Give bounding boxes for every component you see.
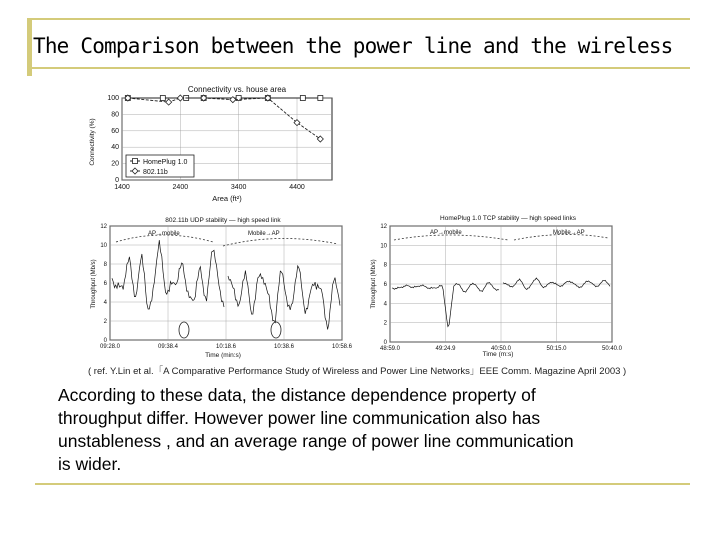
citation: ( ref. Y.Lin et al.「A Comparative Performance Study of Wireless and Power Line Networks」EEE Comm. Magazine April 2003 ) <box>88 366 627 377</box>
bottom-divider <box>35 483 690 485</box>
x-tick-label: 2400 <box>172 184 189 191</box>
title-top-rule <box>27 18 690 20</box>
chart1-ylabel: Connectivity (%) <box>89 118 96 166</box>
chart3-y-tick-labels <box>380 224 387 346</box>
y-tick-label: 0 <box>103 338 107 344</box>
chart3-title: HomePlug 1.0 TCP stability — high speed links <box>440 215 576 222</box>
chart2-y-tick-labels <box>100 224 107 344</box>
chart1-legend-homeplug: HomePlug 1.0 <box>143 159 188 166</box>
chart1-y-tick-labels <box>107 95 119 184</box>
chart3-ylabel: Throughput (Mb/s) <box>371 259 377 309</box>
chart2-x-tick-labels <box>100 344 353 350</box>
x-tick-label: 40:50.0 <box>490 346 512 352</box>
chart2-xlabel: Time (min:s) <box>205 352 241 359</box>
connectivity-chart <box>82 84 342 204</box>
y-tick-label: 6 <box>383 282 387 288</box>
data-point <box>166 99 172 105</box>
x-tick-label: 50:15.0 <box>546 346 567 352</box>
chart1-legend <box>126 155 194 177</box>
y-tick-label: 100 <box>107 95 119 102</box>
y-tick-label: 4 <box>103 300 107 306</box>
chart3-label-ap-mobile: AP→mobile <box>430 230 462 236</box>
chart3-gridlines <box>390 226 612 342</box>
x-tick-label: 09:28.0 <box>99 344 121 350</box>
y-tick-label: 2 <box>383 320 387 327</box>
chart1-title: Connectivity vs. house area <box>187 85 287 94</box>
chart2-label-mobile-ap: Mobile→AP <box>248 231 280 237</box>
y-tick-label: 4 <box>383 301 387 308</box>
y-tick-label: 60 <box>111 127 119 135</box>
x-tick-label: 48:59.0 <box>379 346 401 352</box>
chart3-xlabel: Time (m:s) <box>482 351 514 358</box>
y-tick-label: 2 <box>103 319 107 325</box>
y-tick-label: 0 <box>383 340 387 346</box>
y-tick-label: 6 <box>103 281 107 287</box>
chart2-dropout-marker-2 <box>271 322 281 338</box>
y-tick-label: 12 <box>100 224 107 230</box>
chart1-xlabel: Area (ft²) <box>212 194 242 203</box>
y-tick-label: 20 <box>111 160 119 168</box>
y-tick-label: 8 <box>383 262 387 269</box>
y-tick-label: 10 <box>100 243 107 249</box>
chart2-ylabel: Throughput (Mb/s) <box>91 259 97 309</box>
chart2-dropout-marker-1 <box>179 322 189 338</box>
y-tick-label: 80 <box>111 111 119 119</box>
chart1-series <box>125 95 323 142</box>
y-tick-label: 40 <box>111 144 119 152</box>
wireless-throughput-chart <box>88 214 353 360</box>
series-line <box>128 98 320 139</box>
data-point <box>160 96 165 101</box>
x-tick-label: 1400 <box>114 184 130 191</box>
body-line-2: throughput differ. However power line communication also has <box>58 408 541 428</box>
slide-title: The Comparison between the power line and the wireless <box>33 34 673 58</box>
powerline-throughput-chart <box>368 212 623 360</box>
x-tick-label: 3400 <box>230 184 247 191</box>
title-divider <box>27 67 690 69</box>
x-tick-label: 10:18.6 <box>215 344 237 350</box>
data-point <box>318 96 323 101</box>
x-tick-label: 10:58.6 <box>331 344 353 350</box>
data-point <box>177 95 183 101</box>
body-line-4: is wider. <box>58 454 122 474</box>
data-point <box>300 96 305 101</box>
chart2-title: 802.11b UDP stability — high speed link <box>165 217 281 224</box>
chart3-label-mobile-ap: Mobile→AP <box>553 230 585 236</box>
y-tick-label: 12 <box>380 224 387 230</box>
y-tick-label: 8 <box>103 262 107 268</box>
chart1-legend-80211b: 802.11b <box>143 169 168 176</box>
x-tick-label: 49:24.9 <box>435 346 456 352</box>
x-tick-label: 4400 <box>289 184 305 191</box>
body-line-3: unstableness , and an average range of power line communication <box>58 431 574 451</box>
x-tick-label: 09:38.4 <box>157 344 179 350</box>
body-line-1: According to these data, the distance dependence property of <box>58 385 536 405</box>
y-tick-label: 10 <box>380 243 387 250</box>
chart2-label-ap-mobile: AP→mobile <box>148 231 180 237</box>
data-point <box>317 136 323 142</box>
body-paragraph <box>58 384 708 476</box>
y-tick-label: 0 <box>115 177 119 184</box>
x-tick-label: 10:38.6 <box>273 344 295 350</box>
chart1-x-tick-labels <box>114 184 305 191</box>
x-tick-label: 50:40.0 <box>601 346 623 352</box>
